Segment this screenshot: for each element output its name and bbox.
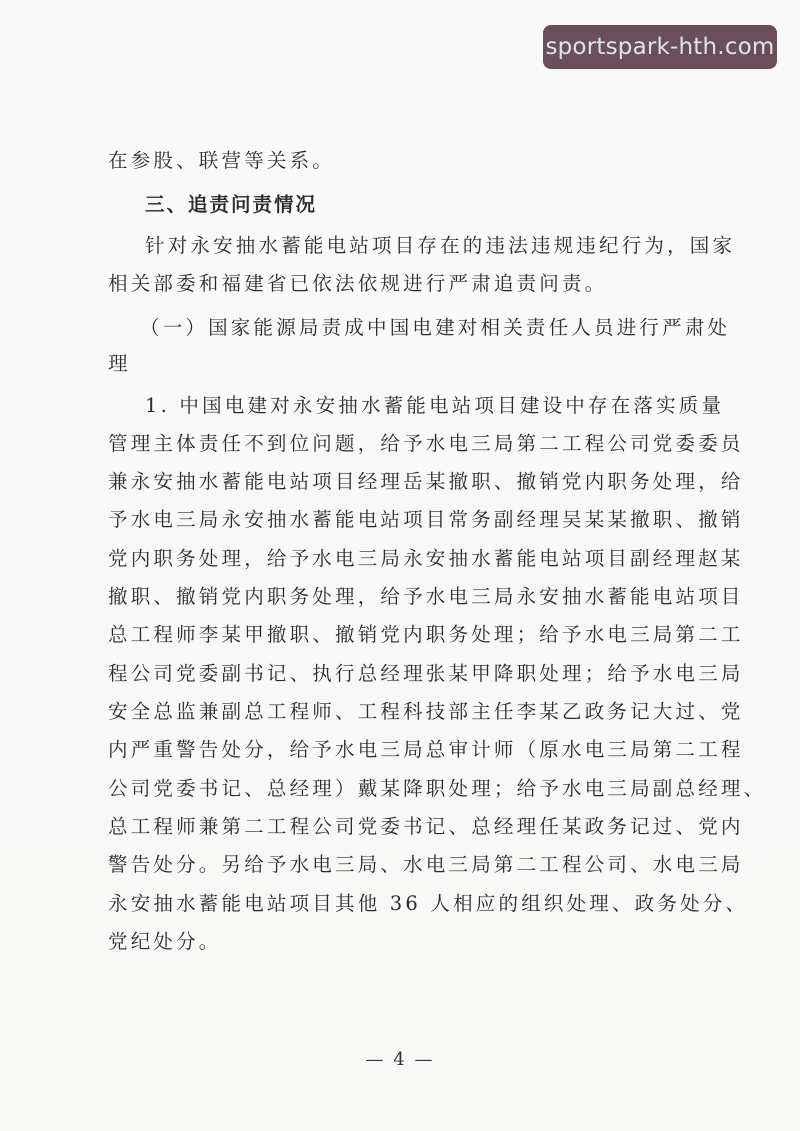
paragraph-line: 内严重警告处分，给予水电三局总审计师（原水电三局第二工程 bbox=[108, 738, 744, 761]
paragraph-line: 警告处分。另给予水电三局、水电三局第二工程公司、水电三局 bbox=[108, 853, 744, 876]
paragraph-line: 永安抽水蓄能电站项目其他 36 人相应的组织处理、政务处分、 bbox=[108, 892, 749, 915]
page-number: — 4 — bbox=[365, 1049, 435, 1070]
watermark-badge[interactable]: sportspark-hth.com bbox=[543, 25, 777, 69]
section-heading: 三、追责问责情况 bbox=[145, 193, 318, 216]
paragraph-line: 予水电三局永安抽水蓄能电站项目常务副经理吴某某撤职、撤销 bbox=[108, 508, 744, 531]
subsection-heading-continued: 理 bbox=[108, 352, 131, 375]
paragraph-line: 安全总监兼副总工程师、工程科技部主任李某乙政务记大过、党 bbox=[108, 700, 744, 723]
paragraph-line: 总工程师李某甲撤职、撤销党内职务处理；给予水电三局第二工 bbox=[108, 623, 744, 646]
subsection-heading: （一）国家能源局责成中国电建对相关责任人员进行严肃处 bbox=[140, 316, 731, 339]
paragraph-line: 相关部委和福建省已依法依规进行严肃追责问责。 bbox=[108, 272, 608, 295]
paragraph-line: 党纪处分。 bbox=[108, 930, 222, 953]
paragraph-line: 总工程师兼第二工程公司党委书记、总经理任某政务记过、党内 bbox=[108, 815, 744, 838]
paragraph-line: 管理主体责任不到位问题，给予水电三局第二工程公司党委委员 bbox=[108, 432, 744, 455]
paragraph-line: 针对永安抽水蓄能电站项目存在的违法违规违纪行为，国家 bbox=[145, 234, 736, 257]
paragraph-line: 党内职务处理，给予水电三局永安抽水蓄能电站项目副经理赵某 bbox=[108, 547, 744, 570]
paragraph-line: 公司党委书记、总经理）戴某降职处理；给予水电三局副总经理、 bbox=[108, 777, 767, 800]
paragraph-line: 程公司党委副书记、执行总经理张某甲降职处理；给予水电三局 bbox=[108, 662, 744, 685]
paragraph-line: 在参股、联营等关系。 bbox=[108, 149, 336, 172]
paragraph-line: 兼永安抽水蓄能电站项目经理岳某撤职、撤销党内职务处理，给 bbox=[108, 470, 744, 493]
paragraph-line: 1. 中国电建对永安抽水蓄能电站项目建设中存在落实质量 bbox=[145, 394, 725, 417]
paragraph-line: 撤职、撤销党内职务处理，给予水电三局永安抽水蓄能电站项目 bbox=[108, 585, 744, 608]
